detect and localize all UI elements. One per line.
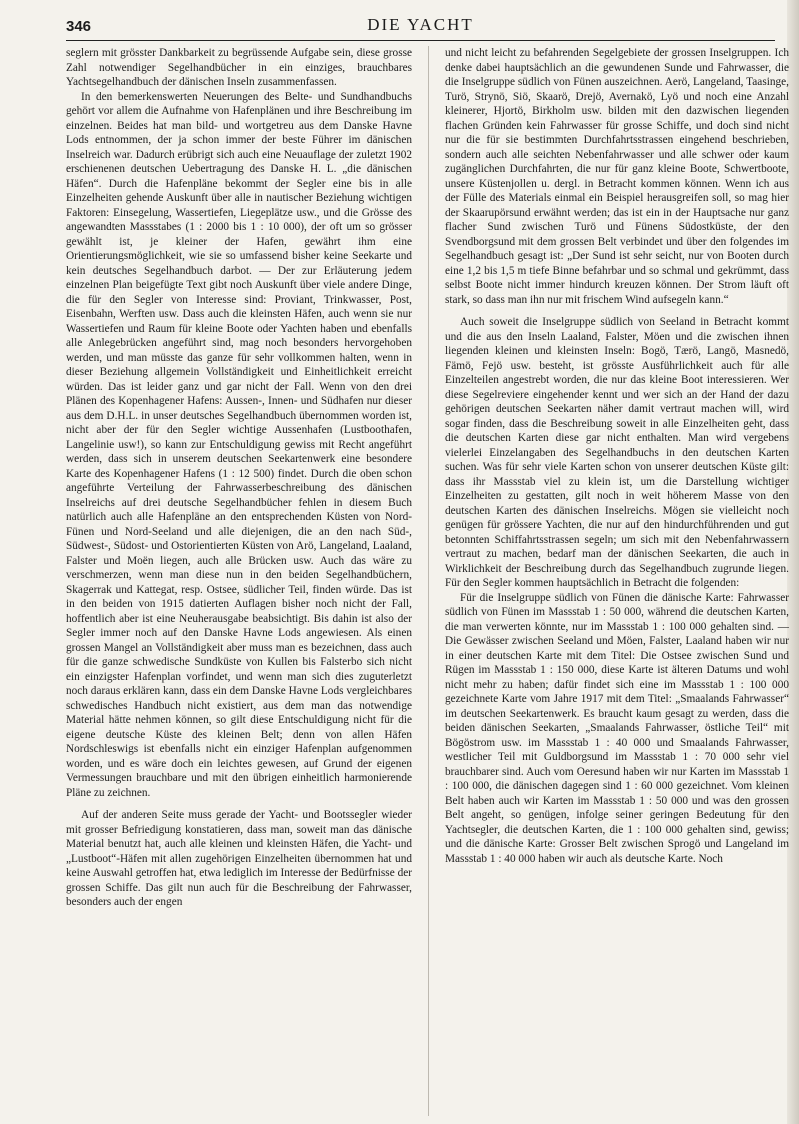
right-paragraph-1: und nicht leicht zu befahrenden Segelgebiete der grossen Inselgruppen. Ich denke dabei hauptsächlich an die gewundenen Sunde und Fahrwasser, die die Inselgruppe südlich von Fünen auszeichnen. Aerö, Langeland, Taasinge, Turö, Strynö, Siö, Skaarö, Drejö, Avernakö, Lyö und noch eine Anzahl kleinerer, Hjortö, Birkholm usw. bilden mit den dazwischen liegenden flachen Gründen kein Fahrwasser für grosse Schiffe, und doch sind nicht nur die für sie bestimmten Durchfahrtsstrassen eingehend beschrieben, sondern auch alle seichten Nebenfahrwasser und alle schwer oder kaum zugänglichen Durchfahrten, die nur für ganz kleine Boote, Schwertboote, unsere Küstenjollen u. dergl. in Betracht kommen können. Wenn ich aus der Fülle des Materials einmal ein Beispiel herausgreifen soll, so mag hier der Skaarupörsund erwähnt werden; das ist ein in der Hauptsache nur ganz flacher Sund zwischen Turö und Fünens Südostküste, der den Svendborgsund mit dem grossen Belt verbindet und über den folgendes im Segelhandbuch gesagt ist: „Der Sund ist sehr seicht, nur von Booten durch eine 1,2 bis 1,5 m tiefe Binne befahrbar und so schmal und gekrümmt, dass selbst Boote nicht immer hindurch kreuzen können. Der Strom läuft oft stark, so dass man ihn nur mit frischem Wind aufsegeln kann.“: [445, 47, 789, 306]
column-divider: [428, 46, 429, 1116]
left-paragraph-1: seglern mit grösster Dankbarkeit zu begrüssende Aufgabe sein, diese grosse Zahl notwendiger Segelhandbücher in ein einziges, brauchbares Yachtsegelhandbuch der dänischen Inseln zusammenfassen.: [66, 47, 412, 88]
right-column: [445, 46, 789, 1120]
left-paragraph-2: In den bemerkenswerten Neuerungen des Belte- und Sundhandbuchs gehört vor allem die Aufnahme von Hafenplänen und ihre Beschreibung im einzelnen. Beides hat man bild- und wortgetreu aus dem Danske Havne Lods entnommen, der ja schon immer der beste Führer im dänischen Inselreich war. Dadurch erübrigt sich auch eine Neuauflage der zuletzt 1902 erschienenen deutschen Uebertragung des Danske H. L. „die dänischen Häfen“. Durch die Hafenpläne bekommt der Segler eine bis in alle Einzelheiten gehende Auskunft über alle in nautischer Beziehung wichtigen Faktoren: Einsegelung, Wassertiefen, Liegeplätze usw., und die Grösse des angewandten Massstabes (1 : 2000 bis 1 : 10 000), der oft um so grösser gewählt ist, je kleiner der Hafen, gewährt ihm eine Orientierungsmöglichkeit, wie sie so umfassend bisher keine Seekarte und kein deutsches Segelhandbuch darbot. — Der zur Erläuterung jedem einzelnen Plan beigefügte Text gibt noch Auskunft über viele andere Dinge, die für den Segler von Interesse sind: Proviant, Trinkwasser, Post, Eisenbahn, Werften usw. Dass auch die kleinsten Häfen, auch wenn sie nur Wassertiefen und Raum für kleine Boote oder Yachten haben und ebenfalls alle Anlegebrücken angeführt sind, mag noch besonders hervorgehoben werden, und man müsste das ganze für sehr vollkommen halten, wenn in dieser Beziehung allgemein Vollständigkeit und Einheitlichkeit erreicht würden. Das ist leider ganz und gar nicht der Fall. Wenn von den drei Plänen des Kopenhagener Hafens: Aussen-, Innen- und Südhafen nur dieser aus dem D.H.L. in unser deutsches Segelhandbuch übernommen worden ist, nicht aber der für den Segler wichtige Aussenhafen (Lustboothafen, Langelinie usw!), so kann zur Entschuldigung gewiss mit Recht angeführt werden, dass sich in unserem deutschen Seekartenwerk eine besondere Karte des Kopenhagener Hafens (1 : 12 500) findet. Durch die oben schon angeführte Verteilung der Fahrwasserbeschreibung des dänischen Inselreichs auf drei deutsche Segelhandbücher fehlen in diesem Buch natürlich auch alle Hafenpläne an den entsprechenden Küsten von Nord-Fünen und Nord-Seeland und alle diejenigen, die an den nach Süd-, Südwest-, Südost- und Ostorientierten Küsten von Arö, Langeland, Laaland, Falster und Moën liegen, auch alle Brücken usw. Auch das wäre zu verschmerzen, wenn man diese nun in den beiden Segelhandbüchern, Skagerrak und Kattegat, resp. Ostsee, südlicher Teil, finden würde. Das ist in den beiden von 1915 datierten Auflagen bisher noch nicht der Fall, hoffentlich aber ist eine Neuherausgabe beabsichtigt. Bis dahin ist also der Segler immer noch auf den Danske Havne Lods angewiesen. Als einen grossen Mangel an Vollständigkeit aber muss man es bezeichnen, dass auch für die ganze schwedische Sundküste von Kullen bis Falsterbo sich nicht ein einzigster Hafenplan vorfindet, und wenn man sich dies zuguterletzt noch daraus erklären kann, dass ein dem Danske Havne Lods vergleichbares schwedisches Handbuch nicht existiert, aus dem man das notwendige Material hätte nehmen können, so gilt diese Entschuldigung nicht für die eigene deutsche Küste des kleinen Belt; denn von allen Häfen Nordschleswigs ist ebenfalls nicht ein einziger Hafenplan aufgenommen worden, und es wäre doch ein leichtes gewesen, auf Grund der eigenen Vermessungen brauchbare und mit den übrigen einheitlich harmonierende Pläne zu zeichnen.: [66, 90, 412, 799]
running-title: DIE YACHT: [367, 15, 474, 34]
right-paragraph-3: Für die Inselgruppe südlich von Fünen die dänische Karte: Fahrwasser südlich von Fünen im Massstab 1 : 50 000, während die deutschen Karten, die man verwerten könnte, nur im Massstab 1 : 100 000 gehalten sind. — Die Gewässer zwischen Seeland und Möen, Falster, Laaland haben wir nur in einer deutschen Karte mit dem Titel: Die Ostsee zwischen Sund und Rügen im Massstab 1 : 150 000, diese Karte ist älteren Datums und wohl nicht mehr zu haben; dafür findet sich eine im Massstab 1 : 100 000 gezeichnete Karte vom Jahre 1917 mit dem Titel: „Smaalands Fahrwasser“ im deutschen Seekartenwerk. Es braucht kaum gesagt zu werden, dass die beiden dänischen Seekarten, „Smaalands Fahrwasser, östliche Teil“ mit Bögöstrom usw. im Massstab 1 : 40 000 und Smaalands Fahrwasser, westlicher Teil mit Guldborgsund im Massstab 1 : 70 000 sehr viel brauchbarer sind. Auch vom Oeresund haben wir nur Karten im Massstab 1 : 100 000, die dänischen dagegen sind 1 : 60 000 gezeichnet. Vom kleinen Belt haben auch wir Karten im Massstab 1 : 50 000 und was den grossen Belt angeht, so genügen, infolge seiner geringen Bedeutung für den Yachtsegler, die deutschen Karten, die 1 : 100 000 gehalten sind, gewiss; und die dänische Karte: Grosser Belt zwischen Sprogö und Langeland im Massstab 1 : 40 000 haben wir auch als deutsche Karte. Noch: [445, 591, 789, 865]
right-paragraph-2: Auch soweit die Inselgruppe südlich von Seeland in Betracht kommt und die aus den Inseln Laaland, Falster, Möen und die zwischen ihnen liegenden kleinen und kleinsten Inseln: Bogö, Tærö, Langö, Masnedö, Fämö, Fejö usw. besteht, ist grösste Ausführlichkeit auch für alle Einzelteilen angestrebt worden, die nur das kleine Boot interessieren. Wer diese Segelreviere eingehender kennt und wer sich an der Hand der dazu gehörigen deutschen Seekarten näher damit vertraut machen will, wird sogar finden, dass die Beschreibung soweit in alle Einzelheiten geht, dass die deutschen Karten diese gar nicht enthalten. Man wird vergebens vielerlei Einzelangaben des Segelhandbuchs in den deutschen Karten suchen. Was für sehr viele Karten schon von unserer deutschen Küste gilt: dass ihr Massstab viel zu klein ist, um die Darstellung wichtiger Einzelheiten zu gestatten, gilt noch in weit höherem Masse von den deutschen Karten des dänischen Inselreichs. Mögen sie vielleicht noch genügen für grössere Yachten, die nur auf den hindurchführenden und gut betonnten Schiffahrtsstrassen segeln; um sich mit den Nebenfahrwassern vertraut zu machen, bedarf man der dänischen Seekarten, die auch in Wirklichkeit der Beschreibung durch das Segelhandbuch zugrunde liegen. Für den Segler kommen hauptsächlich in Betracht die folgenden:: [445, 316, 789, 589]
page-header: [66, 14, 775, 41]
left-paragraph-3: Auf der anderen Seite muss gerade der Yacht- und Bootssegler wieder mit grosser Befriedigung konstatieren, dass man, soweit man das dänische Material benutzt hat, auch alle kleinen und kleinsten Häfen, die Yacht- und „Lustboot“-Häfen mit allen zugehörigen Einzelheiten übernommen hat und keine Auswahl getroffen hat, etwa lediglich im Interesse der Bedürfnisse der grossen Schiffe. Das gilt nun auch für die Beschreibung der Fahrwasser, besonders auch der engen: [66, 809, 412, 908]
page-number: 346: [66, 18, 92, 35]
left-column: [66, 46, 412, 1120]
